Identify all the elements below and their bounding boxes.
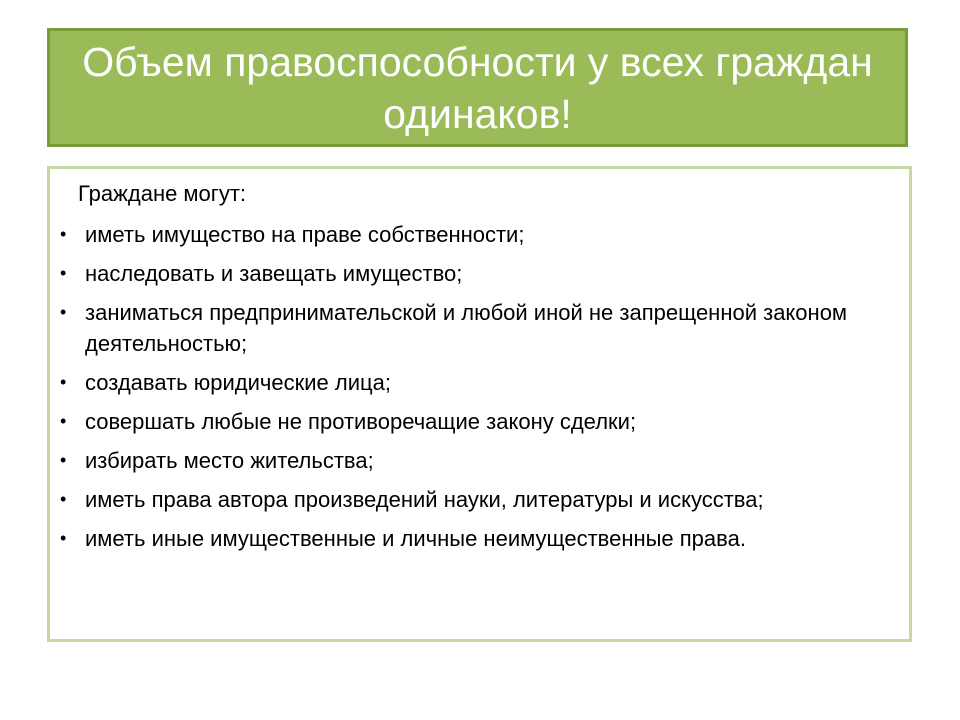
bullet-icon: • bbox=[60, 450, 67, 470]
list-item bbox=[60, 367, 893, 398]
list-item-text: наследовать и завещать имущество; bbox=[85, 261, 463, 286]
list-item-text: избирать место жительства; bbox=[85, 448, 374, 473]
list-item-text: иметь имущество на праве собственности; bbox=[85, 222, 525, 247]
list-item bbox=[60, 219, 893, 250]
bullet-icon: • bbox=[60, 528, 67, 548]
list-item bbox=[60, 258, 893, 289]
content-panel bbox=[47, 166, 912, 642]
list-item bbox=[60, 523, 893, 554]
list-item bbox=[60, 297, 893, 359]
list-item-text: совершать любые не противоречащие закону сделки; bbox=[85, 409, 637, 434]
bullet-icon: • bbox=[60, 302, 67, 322]
bullet-icon: • bbox=[60, 489, 67, 509]
rights-list bbox=[60, 219, 893, 554]
bullet-icon: • bbox=[60, 224, 67, 244]
bullet-icon: • bbox=[60, 411, 67, 431]
list-item bbox=[60, 445, 893, 476]
bullet-icon: • bbox=[60, 372, 67, 392]
list-item-text: заниматься предпринимательской и любой иной не запрещенной законом деятельностью; bbox=[85, 300, 848, 356]
list-item-text: иметь иные имущественные и личные неимущественные права. bbox=[85, 526, 746, 551]
bullet-icon: • bbox=[60, 263, 67, 283]
list-item-text: создавать юридические лица; bbox=[85, 370, 391, 395]
list-item bbox=[60, 406, 893, 437]
slide-title: Объем правоспособности у всех граждан одинаков! bbox=[82, 38, 873, 137]
intro-text: Граждане могут: bbox=[78, 181, 247, 206]
slide-title-banner bbox=[47, 28, 908, 147]
list-item bbox=[60, 484, 893, 515]
list-item-text: иметь права автора произведений науки, литературы и искусства; bbox=[85, 487, 764, 512]
